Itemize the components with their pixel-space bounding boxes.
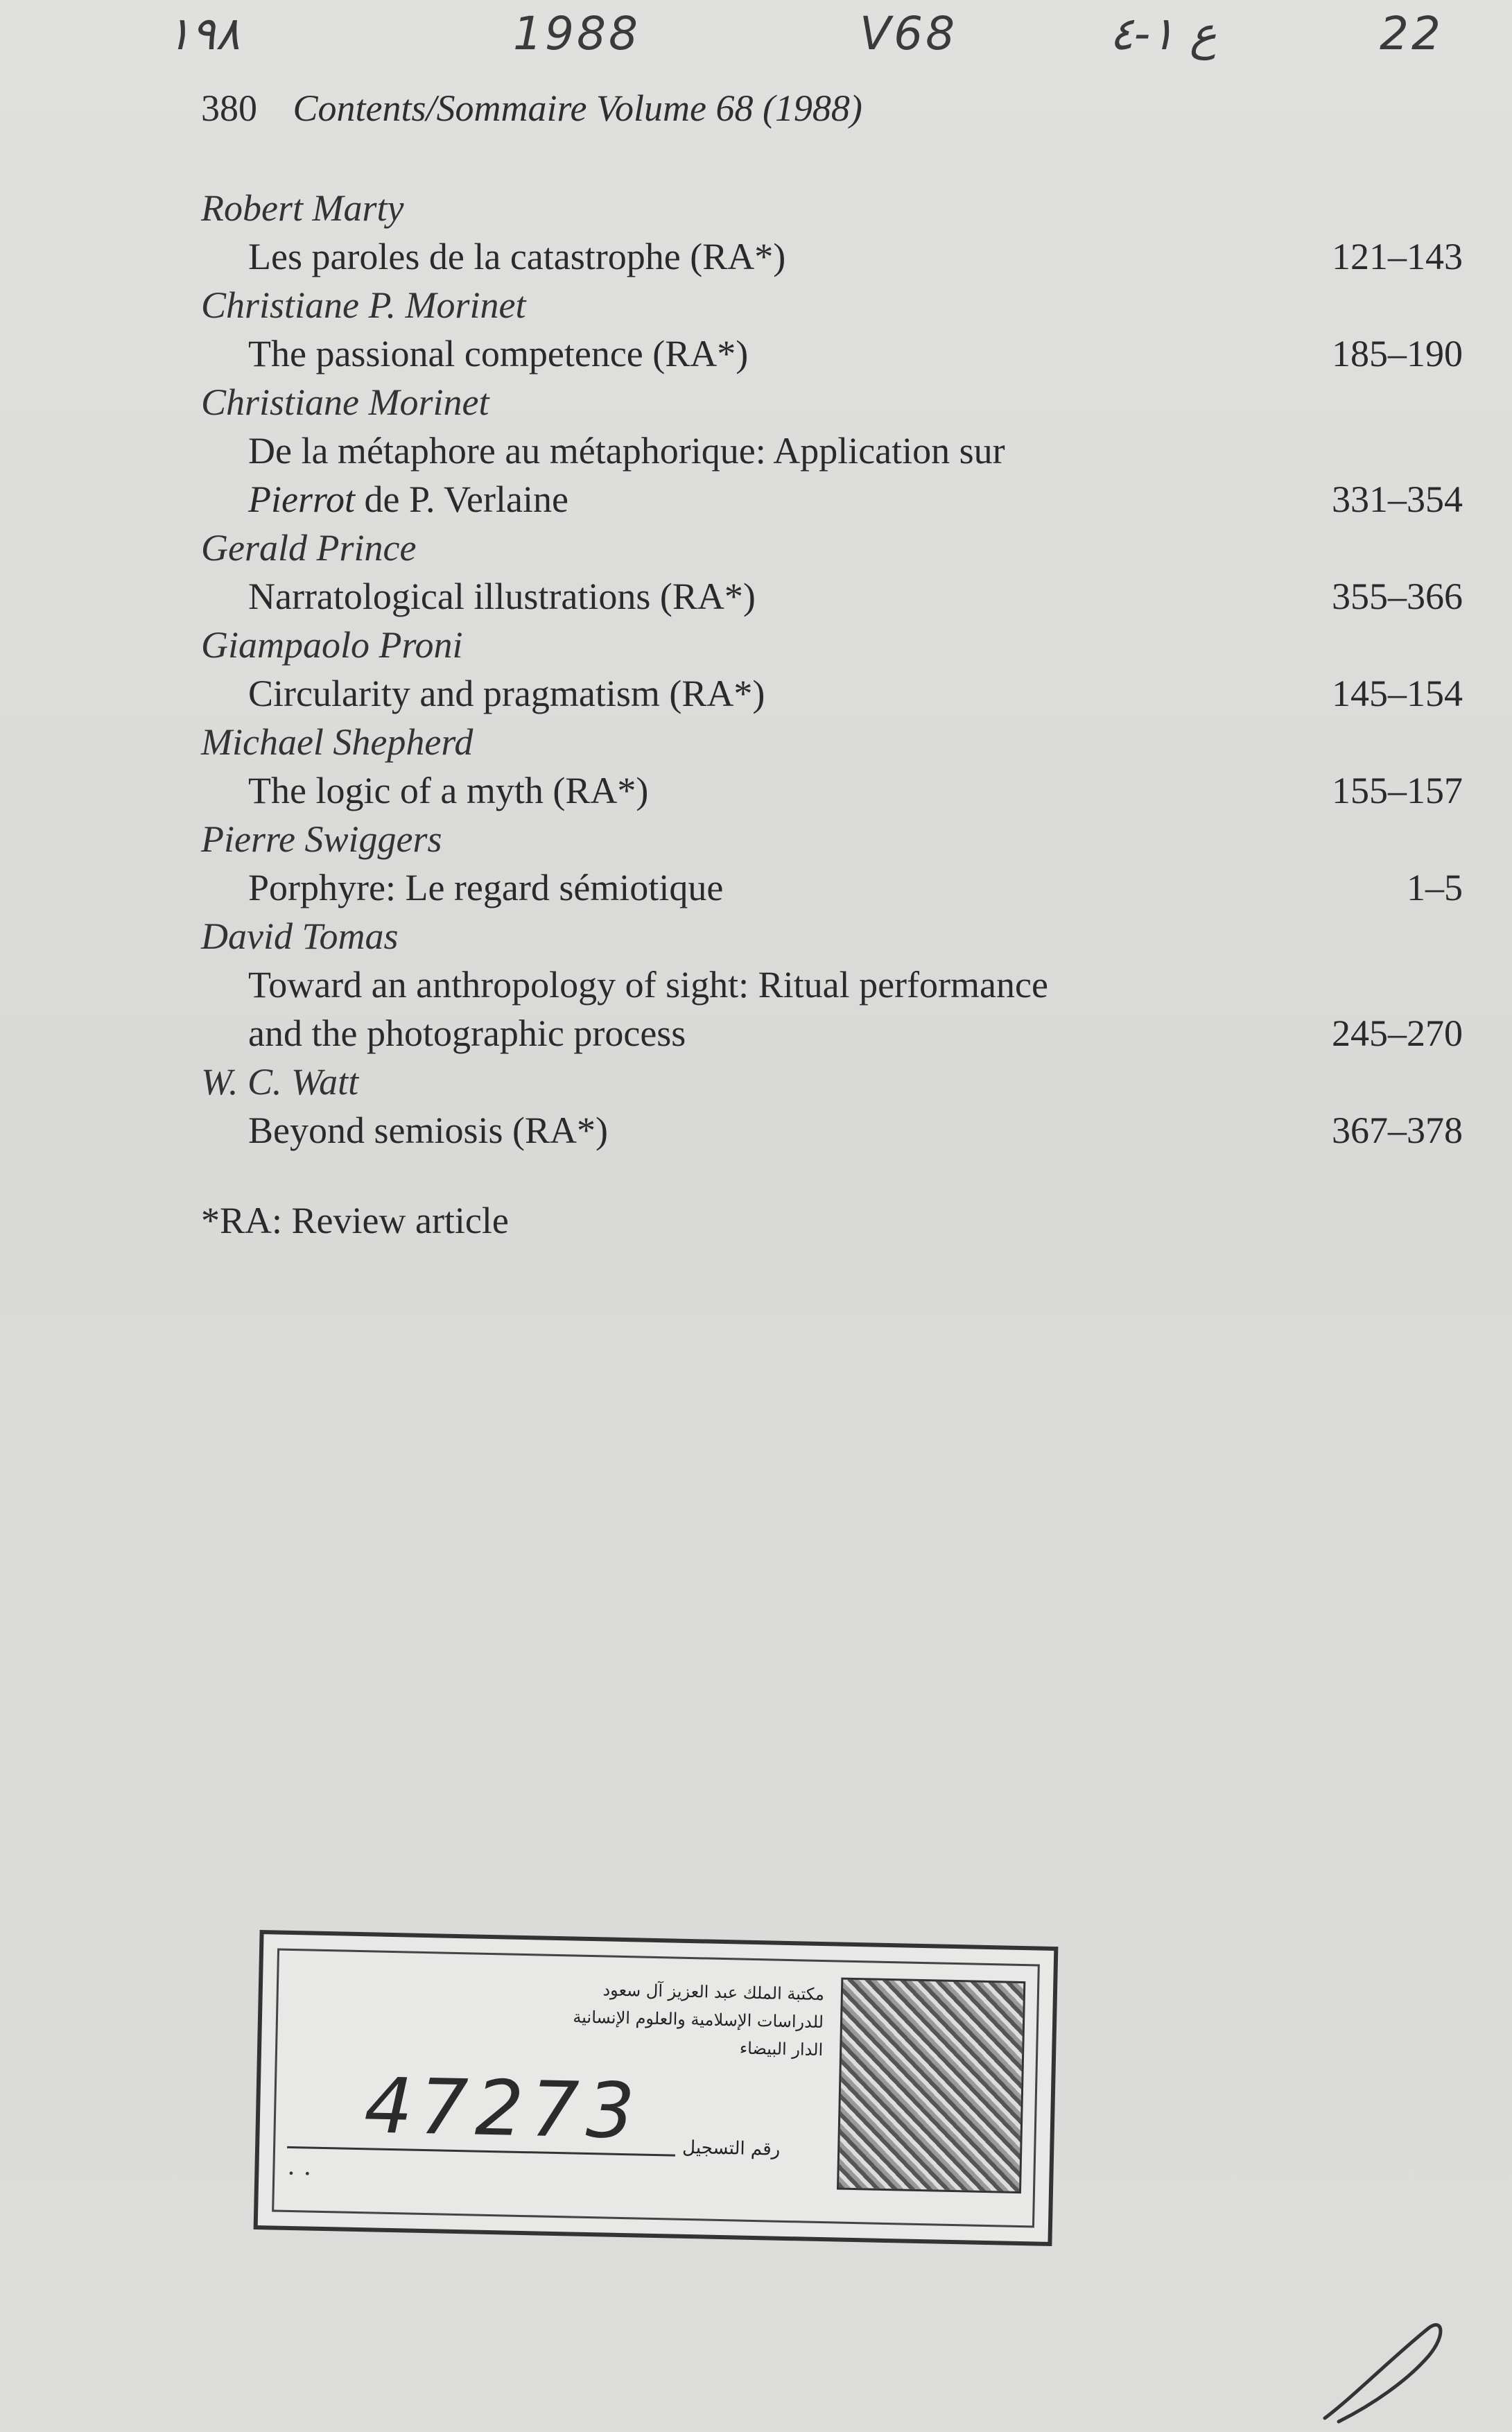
entry-title: The passional competence (RA*)	[248, 333, 749, 374]
page-title: Contents/Sommaire Volume 68 (1988)	[293, 87, 862, 129]
stamp-line-3: الدار البيضاء	[739, 2038, 824, 2060]
entry-pages: 155–157	[1332, 770, 1463, 811]
entry-title	[248, 426, 1005, 524]
entry-article	[201, 766, 1463, 815]
entry-article	[201, 426, 1463, 524]
entry-title: Circularity and pragmatism (RA*)	[248, 673, 765, 714]
entry-author: Pierre Swiggers	[201, 818, 442, 860]
entry-author: Christiane P. Morinet	[201, 284, 526, 326]
entry-article	[201, 960, 1463, 1058]
entry-title: Les paroles de la catastrophe (RA*)	[248, 236, 786, 277]
entry-pages: 185–190	[1332, 333, 1463, 374]
entry-article	[201, 329, 1463, 378]
entry-title-italic: Pierrot	[248, 478, 355, 520]
stamp-seal-image	[837, 1978, 1025, 2194]
entry-pages: 121–143	[1332, 236, 1463, 277]
entry-title-line1: De la métaphore au métaphorique: Application sur	[248, 430, 1005, 472]
stamp-line-2: للدراسات الإسلامية والعلوم الإنسانية	[573, 2007, 824, 2033]
entry-author: W. C. Watt	[201, 1061, 359, 1103]
stamp-registration-number: 47273	[363, 2061, 643, 2156]
list-item	[201, 912, 1463, 1058]
entry-title: Porphyre: Le regard sémiotique	[248, 867, 724, 908]
entry-author: Robert Marty	[201, 187, 404, 229]
entry-author: Christiane Morinet	[201, 381, 489, 423]
entry-author: Michael Shepherd	[201, 721, 473, 763]
entry-article	[201, 232, 1463, 281]
entry-pages: 355–366	[1332, 576, 1463, 617]
handwritten-volume: V68	[860, 7, 958, 60]
entry-author: Gerald Prince	[201, 527, 417, 569]
handwritten-code: ١٩٨	[166, 7, 241, 60]
list-item	[201, 718, 1463, 815]
entry-title-line1: Toward an anthropology of sight: Ritual performance	[248, 964, 1048, 1006]
handwritten-number: 22	[1380, 7, 1443, 60]
entry-pages: 367–378	[1332, 1110, 1463, 1151]
list-item	[201, 621, 1463, 718]
entry-article	[201, 669, 1463, 718]
list-item	[201, 378, 1463, 524]
contents-list	[201, 184, 1463, 1245]
list-item	[201, 1058, 1463, 1155]
stamp-institution-text	[435, 1972, 824, 2064]
entry-title-line2: and the photographic process	[248, 1012, 686, 1054]
entry-article	[201, 863, 1463, 912]
entry-article	[201, 1106, 1463, 1155]
page-header	[201, 87, 862, 130]
entry-pages: 245–270	[1332, 1012, 1463, 1054]
list-item	[201, 184, 1463, 281]
entry-pages: 145–154	[1332, 673, 1463, 714]
stamp-registration-label: رقم التسجيل	[681, 2137, 781, 2160]
list-item	[201, 281, 1463, 378]
handwritten-mark-icon	[1311, 2314, 1450, 2425]
handwritten-issue: ع ١-٤	[1109, 7, 1217, 60]
entry-title-line2: de P. Verlaine	[354, 478, 568, 520]
entry-author: Giampaolo Proni	[201, 624, 463, 666]
entry-article	[201, 572, 1463, 621]
entry-title: Beyond semiosis (RA*)	[248, 1110, 608, 1151]
entry-title	[248, 960, 1048, 1058]
page-number: 380	[201, 87, 257, 129]
entry-pages: 1–5	[1407, 867, 1463, 908]
entry-title: The logic of a myth (RA*)	[248, 770, 649, 811]
stamp-dots: · ·	[286, 2157, 313, 2189]
entry-author: David Tomas	[201, 915, 399, 957]
handwritten-year: 1988	[513, 7, 641, 60]
list-item	[201, 815, 1463, 912]
entry-title: Narratological illustrations (RA*)	[248, 576, 756, 617]
list-item	[201, 524, 1463, 621]
footnote: *RA: Review article	[201, 1200, 509, 1241]
stamp-line-1: مكتبة الملك عبد العزيز آل سعود	[602, 1980, 825, 2005]
entry-pages: 331–354	[1332, 478, 1463, 520]
library-stamp	[254, 1930, 1059, 2246]
